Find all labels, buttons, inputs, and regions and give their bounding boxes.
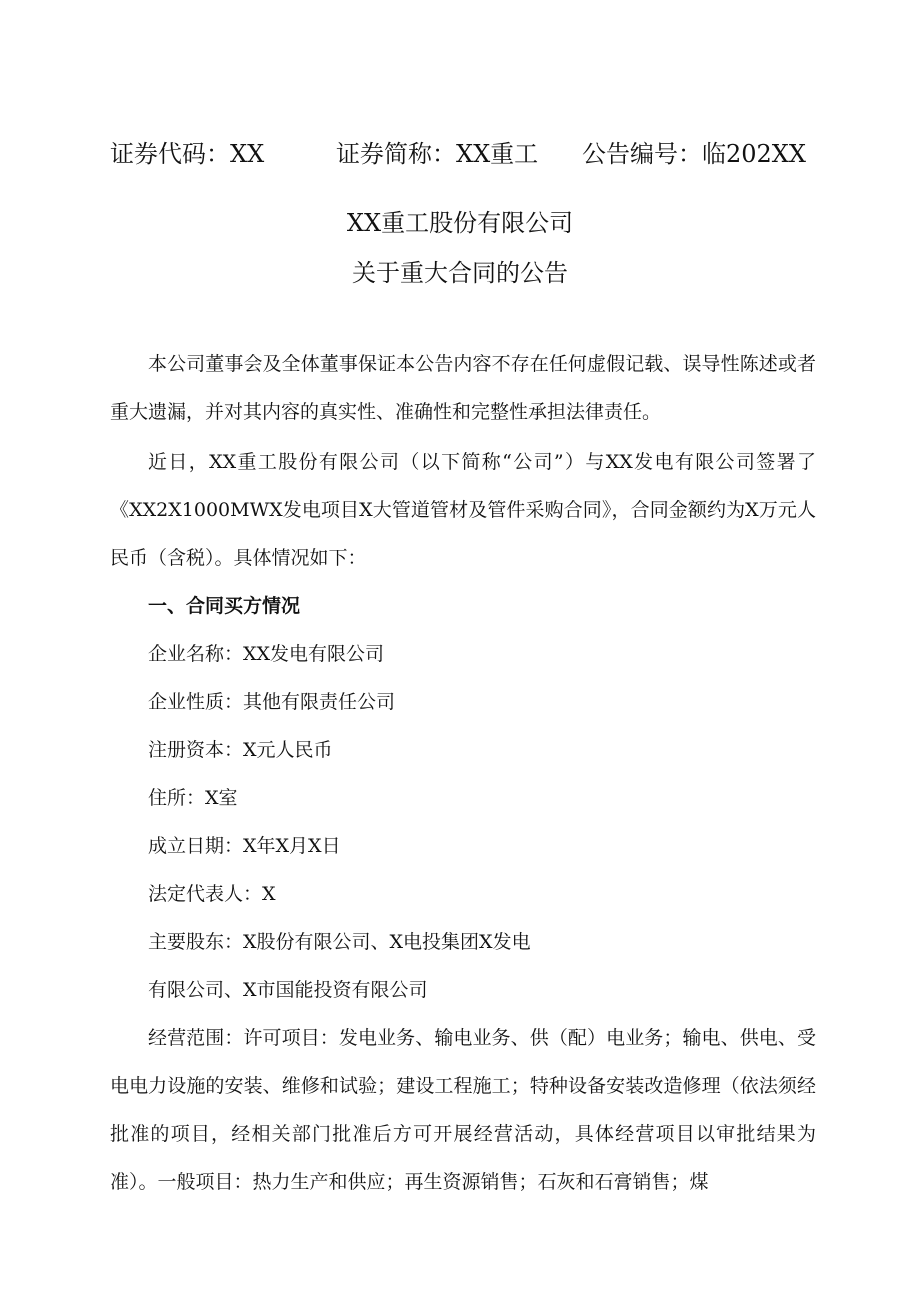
company-type-line: 企业性质：其他有限责任公司 xyxy=(148,691,396,713)
legal-rep-line: 法定代表人：X xyxy=(148,883,276,905)
shareholders-line-2: 有限公司、X市国能投资有限公司 xyxy=(148,979,428,1001)
company-title: XX重工股份有限公司 xyxy=(346,209,574,237)
header-line xyxy=(0,134,920,170)
stock-name: 证券简称：XX重工 xyxy=(336,140,539,168)
stock-code: 证券代码：XX xyxy=(110,140,265,168)
announcement-title: 关于重大合同的公告 xyxy=(352,259,568,287)
shareholders-line-1: 主要股东：X股份有限公司、X电投集团X发电 xyxy=(148,931,531,953)
founded-date-line: 成立日期：X年X月X日 xyxy=(148,835,341,857)
disclaimer-paragraph: 本公司董事会及全体董事保证本公告内容不存在任何虚假记载、误导性陈述或者重大遗漏，并对其内容的真实性、准确性和完整性承担法律责任。 xyxy=(110,353,816,423)
intro-paragraph: 近日，XX重工股份有限公司（以下简称“公司”）与XX发电有限公司签署了《XX2X1000MWX发电项目X大管道管材及管件采购合同》，合同金额约为X万元人民币（含税）。具体情况如下： xyxy=(110,451,816,569)
intro-block xyxy=(110,438,816,582)
announcement-number: 公告编号：临202XX xyxy=(582,140,806,168)
business-scope-paragraph: 经营范围：许可项目：发电业务、输电业务、供（配）电业务；输电、供电、受电电力设施的安装、维修和试验；建设工程施工；特种设备安装改造修理（依法须经批准的项目，经相关部门批准后方可开展经营活动，具体经营项目以审批结果为准）。一般项目：热力生产和供应；再生资源销售；石灰和石膏销售；煤 xyxy=(110,1027,816,1193)
registered-capital-line: 注册资本：X元人民币 xyxy=(148,739,333,761)
buyer-info-block xyxy=(110,582,816,1206)
address-line: 住所：X室 xyxy=(148,787,238,809)
section-heading: 一、合同买方情况 xyxy=(148,595,301,617)
disclaimer-block xyxy=(110,340,816,436)
company-name-line: 企业名称：XX发电有限公司 xyxy=(148,643,385,665)
